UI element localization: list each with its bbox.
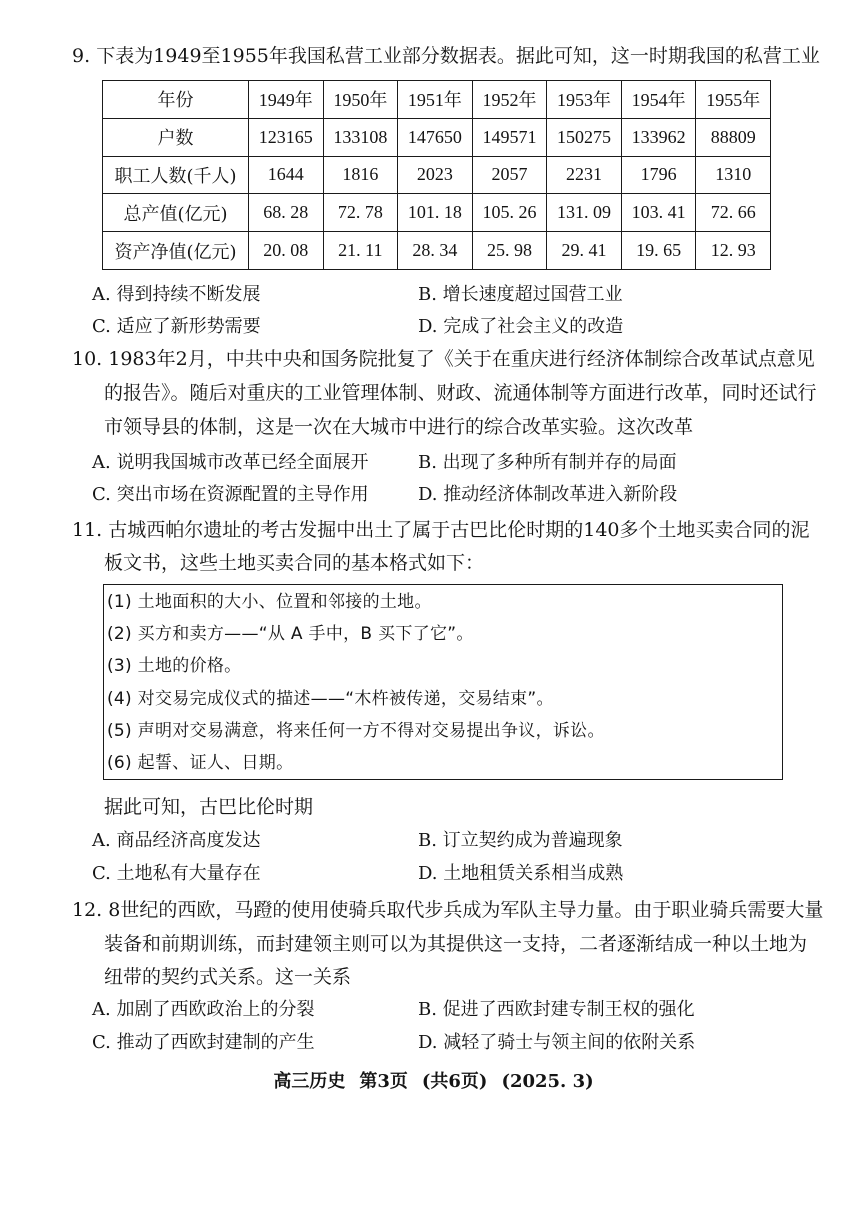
q12-stem-line-3: 纽带的契约式关系。这一关系 <box>104 966 352 988</box>
table-cell: 1952年 <box>472 81 547 119</box>
table-cell: 103. 41 <box>621 194 696 232</box>
q11-stem-line-1: 11. 古城西帕尔遗址的考古发掘中出土了属于古巴比伦时期的140多个土地买卖合同的泥 <box>72 519 810 541</box>
table-cell: 133108 <box>323 118 398 156</box>
q12-option-d[interactable]: D. 减轻了骑士与领主间的依附关系 <box>418 1032 696 1053</box>
table-cell: 19. 65 <box>621 232 696 270</box>
q11-prompt: 据此可知，古巴比伦时期 <box>104 796 314 818</box>
q11-option-a[interactable]: A. 商品经济高度发达 <box>92 830 261 851</box>
table-cell: 1955年 <box>696 81 771 119</box>
table-row <box>103 118 771 156</box>
table-row <box>103 232 771 270</box>
q10-option-a[interactable]: A. 说明我国城市改革已经全面展开 <box>92 452 369 473</box>
table-cell: 12. 93 <box>696 232 771 270</box>
q10-stem-line-1: 10. 1983年2月，中共中央和国务院批复了《关于在重庆进行经济体制综合改革试点意见 <box>72 348 815 370</box>
table-cell: 131. 09 <box>547 194 622 232</box>
footer-subject: 高三历史 <box>273 1071 346 1092</box>
table-cell: 2231 <box>547 156 622 194</box>
table-cell: 2057 <box>472 156 547 194</box>
footer-page: 第3页 <box>359 1071 408 1092</box>
q10-option-c[interactable]: C. 突出市场在资源配置的主导作用 <box>92 484 369 505</box>
q12-stem-line-1: 12. 8世纪的西欧，马蹬的使用使骑兵取代步兵成为军队主导力量。由于职业骑兵需要大量 <box>72 899 824 921</box>
table-cell: 72. 78 <box>323 194 398 232</box>
contract-item: (1) 土地面积的大小、位置和邻接的土地。 <box>107 592 432 612</box>
q10-stem-line-2: 的报告》。随后对重庆的工业管理体制、财政、流通体制等方面进行改革，同时还试行 <box>104 382 817 404</box>
q9-option-a[interactable]: A. 得到持续不断发展 <box>92 284 261 305</box>
q12-option-b[interactable]: B. 促进了西欧封建专制王权的强化 <box>418 999 695 1020</box>
contract-format-box <box>103 584 783 780</box>
table-cell: 1310 <box>696 156 771 194</box>
q12-stem-line-2: 装备和前期训练，而封建领主则可以为其提供这一支持，二者逐渐结成一种以土地为 <box>104 933 808 955</box>
table-cell: 总产值(亿元) <box>103 194 249 232</box>
table-cell: 1953年 <box>547 81 622 119</box>
table-cell: 147650 <box>398 118 473 156</box>
table-cell: 1950年 <box>323 81 398 119</box>
table-cell: 25. 98 <box>472 232 547 270</box>
q10-option-d[interactable]: D. 推动经济体制改革进入新阶段 <box>418 484 678 505</box>
table-cell: 68. 28 <box>249 194 324 232</box>
contract-item: (3) 土地的价格。 <box>107 656 242 676</box>
q12-option-a[interactable]: A. 加剧了西欧政治上的分裂 <box>92 999 315 1020</box>
q9-stem-text: 下表为1949至1955年我国私营工业部分数据表。据此可知，这一时期我国的私营工业 <box>96 45 820 67</box>
contract-item: (2) 买方和卖方——“从 A 手中，B 买下了它”。 <box>107 624 474 644</box>
table-cell: 1796 <box>621 156 696 194</box>
q11-option-d[interactable]: D. 土地租赁关系相当成熟 <box>418 863 624 884</box>
table-header-row <box>103 81 771 119</box>
contract-item: (4) 对交易完成仪式的描述——“木杵被传递，交易结束”。 <box>107 689 554 709</box>
page-footer <box>0 1070 867 1094</box>
table-cell: 28. 34 <box>398 232 473 270</box>
table-cell: 72. 66 <box>696 194 771 232</box>
footer-total: (共6页) <box>421 1071 488 1092</box>
contract-item: (6) 起誓、证人、日期。 <box>107 753 294 773</box>
table-cell: 1949年 <box>249 81 324 119</box>
table-cell: 户数 <box>103 118 249 156</box>
q11-stem-line-2: 板文书，这些土地买卖合同的基本格式如下： <box>104 552 485 574</box>
table-cell: 29. 41 <box>547 232 622 270</box>
table-cell: 1644 <box>249 156 324 194</box>
q11-option-c[interactable]: C. 土地私有大量存在 <box>92 863 261 884</box>
private-industry-table <box>102 80 771 270</box>
table-cell: 1816 <box>323 156 398 194</box>
table-row <box>103 156 771 194</box>
table-cell: 150275 <box>547 118 622 156</box>
table-cell: 101. 18 <box>398 194 473 232</box>
q12-option-c[interactable]: C. 推动了西欧封建制的产生 <box>92 1032 315 1053</box>
table-cell: 149571 <box>472 118 547 156</box>
table-cell: 年份 <box>103 81 249 119</box>
table-cell: 1951年 <box>398 81 473 119</box>
table-cell: 123165 <box>249 118 324 156</box>
footer-date: (2025. 3) <box>501 1071 594 1092</box>
contract-item: (5) 声明对交易满意，将来任何一方不得对交易提出争议，诉讼。 <box>107 721 605 741</box>
table-cell: 21. 11 <box>323 232 398 270</box>
q9-number: 9. <box>72 45 91 67</box>
table-cell: 2023 <box>398 156 473 194</box>
q10-stem-line-3: 市领导县的体制，这是一次在大城市中进行的综合改革实验。这次改革 <box>104 416 694 438</box>
table-cell: 20. 08 <box>249 232 324 270</box>
table-cell: 资产净值(亿元) <box>103 232 249 270</box>
table-cell: 88809 <box>696 118 771 156</box>
q9-stem <box>72 44 820 68</box>
table-cell: 1954年 <box>621 81 696 119</box>
table-row <box>103 194 771 232</box>
q10-option-b[interactable]: B. 出现了多种所有制并存的局面 <box>418 452 677 473</box>
table-cell: 105. 26 <box>472 194 547 232</box>
q11-option-b[interactable]: B. 订立契约成为普遍现象 <box>418 830 623 851</box>
table-cell: 133962 <box>621 118 696 156</box>
q9-option-c[interactable]: C. 适应了新形势需要 <box>92 316 261 337</box>
table-cell: 职工人数(千人) <box>103 156 249 194</box>
q9-option-d[interactable]: D. 完成了社会主义的改造 <box>418 316 624 337</box>
q9-option-b[interactable]: B. 增长速度超过国营工业 <box>418 284 623 305</box>
